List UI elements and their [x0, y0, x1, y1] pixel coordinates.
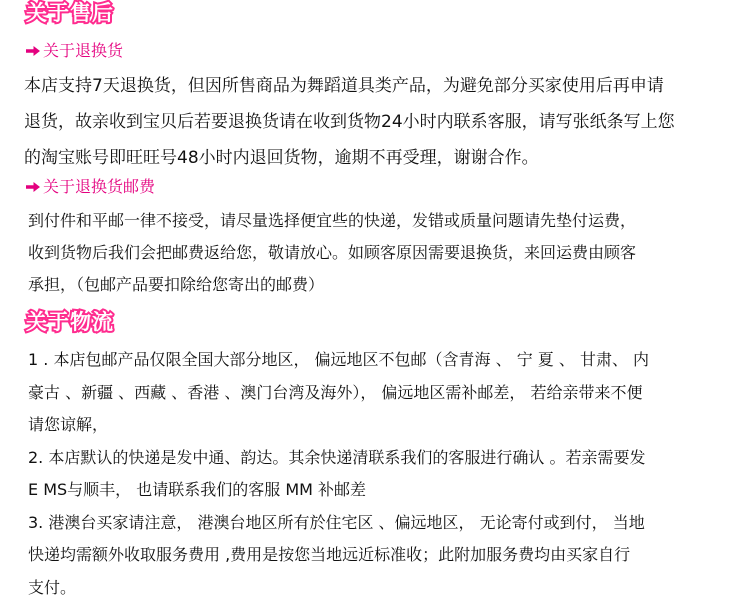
paragraph-line: 请您谅解，	[28, 415, 109, 434]
postage-paragraph	[28, 205, 738, 301]
returns-subheading	[26, 41, 123, 61]
returns-paragraph	[24, 68, 734, 176]
paragraph-line: 1 . 本店包邮产品仅限全国大部分地区， 偏远地区不包邮（含青海 、 宁 夏 、 甘肃、 内	[28, 350, 650, 369]
paragraph-line: 的淘宝账号即旺旺号48小时内退回货物，逾期不再受理，谢谢合作。	[24, 148, 539, 168]
paragraph-line: 豪古 、新疆 、西藏 、香港 、澳门台湾及海外）， 偏远地区需补邮差， 若给亲带来不便	[28, 382, 643, 402]
paragraph-line: 到付件和平邮一律不接受，请尽量选择便宜些的快递，发错或质量问题请先垫付运费，	[28, 211, 637, 230]
paragraph-line: 本店支持7天退换货，但因所售商品为舞蹈道具类产品，为避免部分买家使用后再申请	[24, 76, 664, 96]
logistics-heading: 关于物流	[26, 310, 114, 334]
paragraph-line: 2. 本店默认的快递是发中通、韵达。其余快递清联系我们的客服进行确认 。若亲需要发	[28, 447, 646, 467]
paragraph-line: 承担，（包邮产品要扣除给您寄出的邮费）	[28, 275, 325, 294]
postage-subheading-label: 关于退换货邮费	[43, 177, 156, 196]
paragraph-line: 快递均需额外收取服务费用 ,费用是按您当地远近标准收；此附加服务费均由买家自行	[28, 545, 631, 564]
postage-subheading	[26, 177, 155, 197]
right-arrow-icon	[26, 182, 40, 192]
right-arrow-icon	[26, 46, 40, 56]
logistics-paragraph	[28, 344, 738, 604]
paragraph-line: E MS与顺丰， 也请联系我们的客服 MM 补邮差	[28, 480, 367, 499]
paragraph-line: 支付。	[28, 577, 77, 597]
paragraph-line: 收到货物后我们会把邮费返给您，敬请放心。如顾客原因需要退换货，来回运费由顾客	[28, 243, 637, 262]
paragraph-line: 3. 港澳台买家请注意， 港澳台地区所有於住宅区 、偏远地区， 无论寄付或到付， 当地	[28, 512, 645, 532]
paragraph-line: 退货，故亲收到宝贝后若要退换货请在收到货物24小时内联系客服，请写张纸条写上您	[24, 112, 675, 132]
after-sales-heading: 关于售后	[26, 1, 114, 25]
returns-subheading-label: 关于退换货	[43, 41, 124, 60]
